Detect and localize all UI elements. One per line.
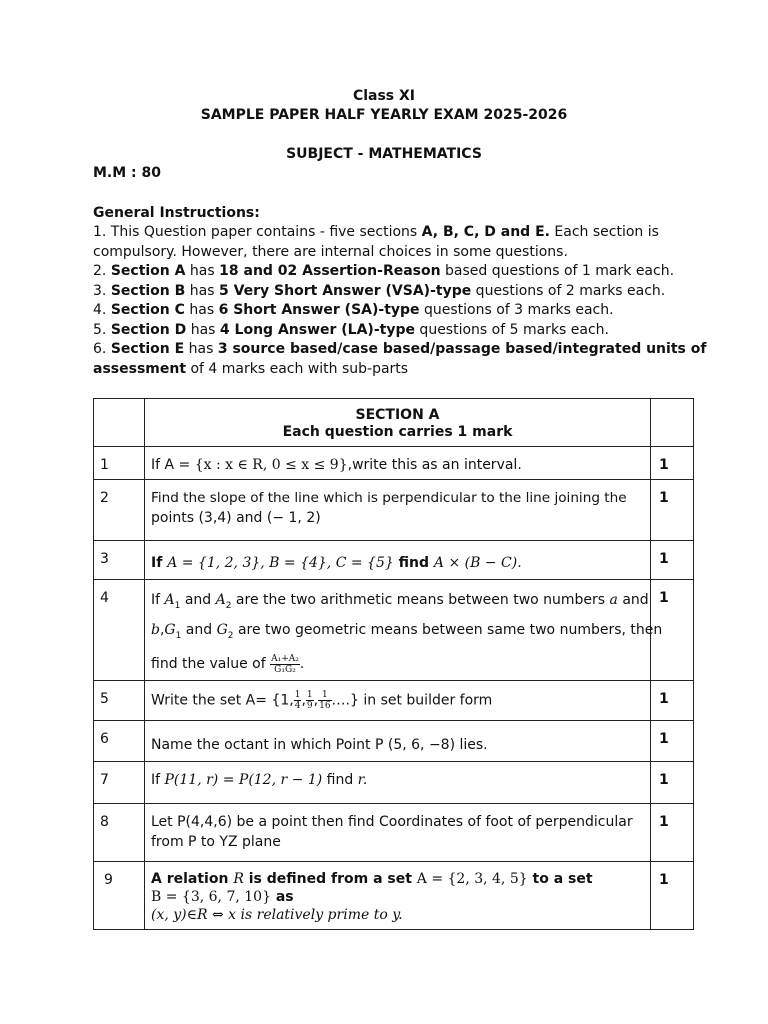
instruction-6-cont: [93, 361, 408, 377]
instruction-1-cont: compulsory. However, there are internal choices in some questions.: [93, 244, 568, 260]
math-run: A = {2, 3, 4, 5}: [416, 871, 528, 887]
text-line: [151, 588, 649, 618]
instructions-title: General Instructions:: [93, 205, 260, 221]
fraction: [294, 690, 302, 711]
question-marks: 1: [651, 447, 694, 480]
question-text: [145, 762, 651, 804]
fraction: [306, 690, 314, 711]
text-run: find: [322, 772, 358, 788]
question-marks: 1: [651, 762, 694, 804]
instruction-3: [93, 283, 665, 299]
fraction: [270, 654, 300, 675]
question-text: [145, 804, 651, 862]
subscript: 2: [225, 601, 232, 611]
text-run: find the value of: [151, 656, 271, 672]
text-run: If A =: [151, 457, 195, 473]
instruction-text: questions of 5 marks each.: [414, 322, 610, 338]
math-run: b: [151, 622, 160, 638]
instruction-text: questions of 2 marks each.: [471, 283, 666, 299]
fraction-denominator: 9: [306, 701, 313, 711]
fraction-denominator: G₁G₂: [274, 664, 296, 675]
blank-cell: [651, 399, 694, 447]
text-run: ,: [159, 622, 165, 638]
math-run: A = {1, 2, 3}, B = {4}, C = {5}: [167, 555, 394, 571]
text-run: If: [151, 592, 165, 608]
text-run: are the two arithmetic means between two numbers: [231, 592, 610, 608]
instruction-text: has: [186, 322, 220, 338]
instruction-bold: Section C: [110, 302, 185, 318]
question-number: 7: [94, 762, 145, 804]
table-row: [94, 762, 694, 804]
text-line: [151, 906, 644, 924]
text-line: [151, 618, 663, 648]
fraction-denominator: 4: [294, 701, 301, 711]
table-row: [94, 681, 694, 721]
text-run: .: [299, 656, 305, 672]
math-run: P(11, r) = P(12, r − 1): [164, 772, 323, 788]
question-text: Name the octant in which Point P (5, 6, −8) lies.: [145, 721, 651, 762]
instruction-text: 2.: [93, 263, 111, 279]
instruction-text: has: [184, 341, 218, 357]
questions-table: [93, 398, 694, 930]
text-run: is defined from a set: [243, 871, 417, 887]
table-row: [94, 862, 694, 930]
instruction-bold: 4 Long Answer (LA)-type: [219, 322, 415, 338]
text-run: If: [151, 772, 165, 788]
instruction-4: [93, 302, 614, 318]
text-run: and: [181, 622, 217, 638]
instruction-text: has: [185, 263, 220, 279]
math-run: G: [164, 622, 176, 638]
question-number: 6: [94, 721, 145, 762]
instruction-1: [93, 224, 659, 240]
fraction-numerator: 1: [318, 690, 331, 701]
instruction-text: of 4 marks each with sub-parts: [186, 361, 409, 377]
text-run: Write the set A= {1,: [151, 692, 294, 709]
question-marks: 1: [651, 721, 694, 762]
instruction-text: based questions of 1 mark each.: [440, 263, 675, 279]
text-run: ,write this as an interval.: [347, 457, 522, 473]
question-number: 1: [94, 447, 145, 480]
instruction-bold: Section A: [110, 263, 186, 279]
fraction-numerator: A₁+A₂: [271, 653, 299, 664]
instruction-text: has: [185, 283, 219, 299]
question-number: 8: [94, 804, 145, 862]
subscript: 2: [227, 631, 234, 641]
instruction-bold: Section B: [110, 283, 186, 299]
text-run: are two geometric means between same two numbers, then: [233, 622, 663, 638]
fraction-numerator: 1: [294, 690, 301, 700]
instruction-text: questions of 3 marks each.: [419, 302, 614, 318]
question-marks: 1: [651, 804, 694, 862]
instruction-bold: 5 Very Short Answer (VSA)-type: [218, 283, 472, 299]
instruction-bold: Section E: [110, 341, 185, 357]
math-run: a: [609, 592, 618, 608]
text-run: points (3,4) and (− 1, 2): [151, 510, 321, 526]
section-header: [145, 399, 651, 447]
text-run: to a set: [527, 871, 593, 887]
table-row: [94, 721, 694, 762]
math-run: R: [233, 871, 244, 887]
fraction-denominator: 16: [319, 701, 331, 711]
text-run: ….} in set builder form: [331, 692, 493, 709]
instruction-text: 5.: [93, 322, 111, 338]
question-number: 5: [94, 681, 145, 721]
instruction-bold: A, B, C, D and E.: [421, 224, 550, 240]
section-header-row: [94, 399, 694, 447]
math-run: r.: [357, 772, 368, 788]
math-run: A: [215, 592, 226, 608]
question-text: [145, 580, 663, 681]
text-run: and: [617, 592, 649, 608]
instruction-5: [93, 322, 609, 338]
text-run: from P to YZ plane: [151, 834, 281, 850]
text-line: [151, 888, 644, 906]
table-row: [94, 480, 694, 541]
math-run: A: [164, 592, 175, 608]
subscript: 1: [175, 631, 182, 641]
blank-cell: [94, 399, 145, 447]
instruction-text: 1. This Question paper contains - five sections: [93, 224, 422, 240]
table-row: [94, 541, 694, 580]
text-run: Let P(4,4,6) be a point then find Coordinates of foot of perpendicular: [151, 814, 633, 830]
question-marks: 1: [651, 681, 694, 721]
instruction-bold: 3 source based/case based/passage based/integrated units of: [217, 341, 707, 357]
instruction-bold: assessment: [93, 361, 187, 377]
question-number: 4: [94, 580, 145, 681]
question-number: 3: [94, 541, 145, 580]
table-row: [94, 447, 694, 480]
subject-heading: SUBJECT - MATHEMATICS: [286, 146, 482, 162]
instruction-text: 3.: [93, 283, 111, 299]
table-row: [94, 804, 694, 862]
math-run: {x : x ∈ R, 0 ≤ x ≤ 9}: [194, 457, 348, 473]
instruction-bold: Section D: [110, 322, 187, 338]
question-number: 2: [94, 480, 145, 541]
text-run: and: [180, 592, 216, 608]
question-text: [145, 480, 651, 541]
section-title: SECTION A: [355, 407, 440, 423]
instruction-bold: 18 and 02 Assertion-Reason: [219, 263, 441, 279]
question-text: [145, 541, 651, 580]
text-run: as: [270, 889, 294, 905]
question-marks: 1: [651, 580, 694, 681]
math-run: A × (B − C).: [433, 555, 522, 571]
question-marks: 1: [651, 862, 694, 930]
section-subtitle: Each question carries 1 mark: [282, 424, 513, 440]
exam-title: SAMPLE PAPER HALF YEARLY EXAM 2025-2026: [200, 107, 568, 123]
instruction-6: [93, 341, 706, 357]
instruction-text: has: [184, 302, 219, 318]
question-text: [145, 862, 651, 930]
instruction-text: 4.: [93, 302, 111, 318]
instruction-bold: 6 Short Answer (SA)-type: [218, 302, 420, 318]
fraction: [318, 690, 331, 711]
max-marks: M.M : 80: [93, 165, 162, 181]
instruction-2: [93, 263, 674, 279]
math-run: G: [216, 622, 228, 638]
class-heading: Class XI: [352, 88, 416, 104]
math-run: (x, y)∈R ⇔ x is relatively prime to y.: [151, 907, 403, 923]
text-run: If: [151, 555, 168, 571]
question-text: Write the set A= {1, $\frac{1}{4}$ , $\frac{1}{9}$ , $\frac{1}{16}$ ….} in set builder form: [145, 681, 651, 721]
text-run: A relation: [151, 871, 234, 887]
question-marks: 1: [651, 480, 694, 541]
math-run: B = {3, 6, 7, 10}: [151, 889, 271, 905]
question-text: [145, 447, 651, 480]
fraction-numerator: 1: [306, 690, 313, 700]
instruction-text: Each section is: [549, 224, 659, 240]
text-run: Find the slope of the line which is perpendicular to the line joining the: [151, 490, 627, 506]
instruction-text: 6.: [93, 341, 111, 357]
table-row: [94, 580, 694, 681]
text-line: [151, 652, 644, 676]
question-marks: 1: [651, 541, 694, 580]
question-number: 9: [94, 862, 145, 930]
text-line: [151, 870, 644, 888]
subscript: 1: [174, 601, 181, 611]
text-run: find: [393, 555, 434, 571]
